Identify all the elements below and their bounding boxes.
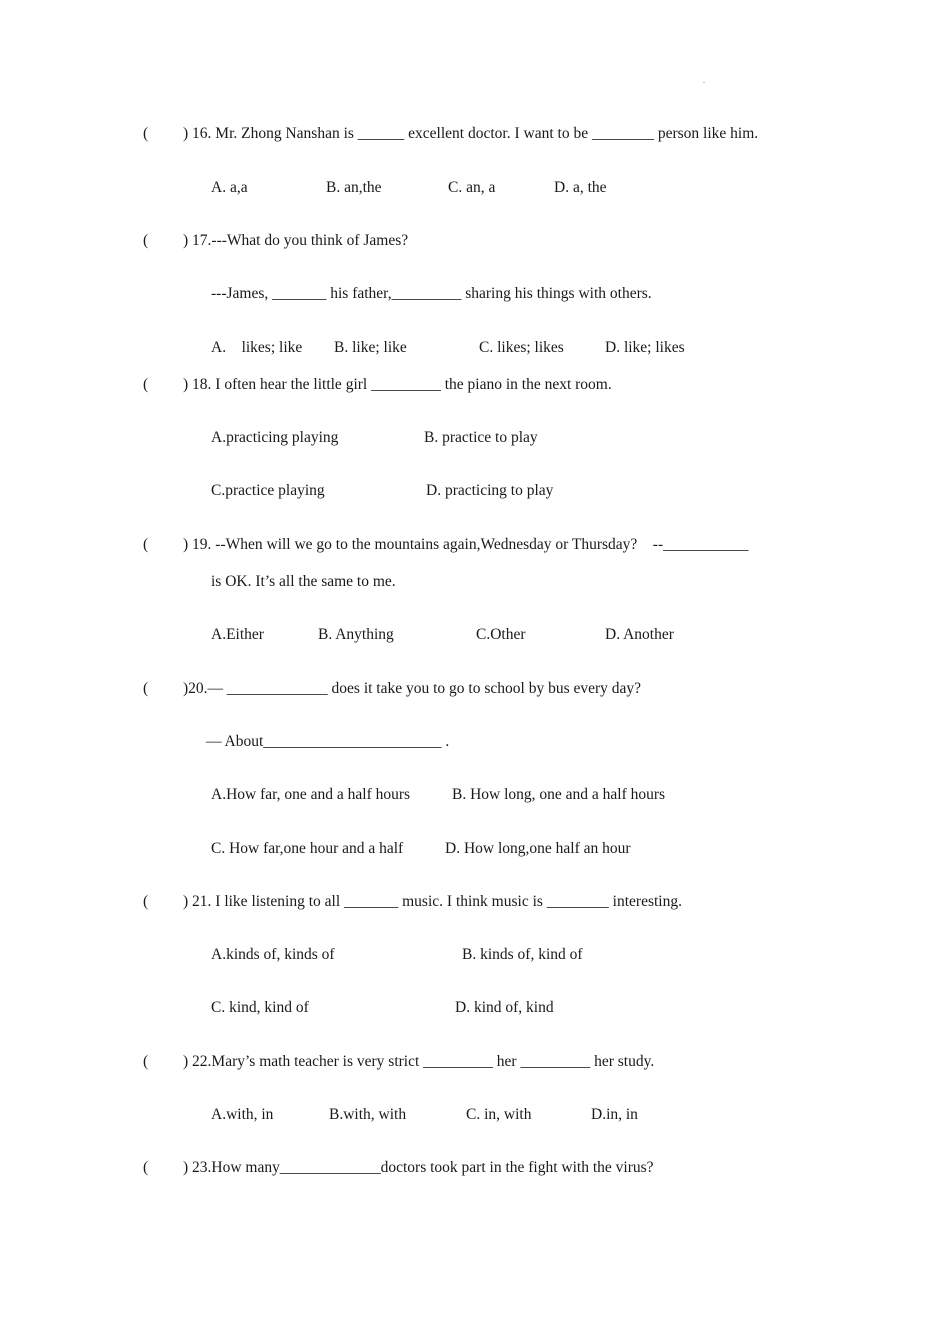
option-c: C. an, a	[448, 179, 496, 196]
option-b: B. like; like	[334, 339, 407, 356]
question-stem: ) 19. --When will we go to the mountains again,Wednesday or Thursday? --___________	[183, 536, 749, 553]
option-a: A.with, in	[211, 1106, 274, 1123]
option-d: D. Another	[605, 626, 674, 643]
question-continuation: — About_______________________ .	[206, 733, 450, 750]
answer-paren: (	[143, 376, 149, 393]
answer-paren: (	[143, 536, 149, 553]
option-c: C. likes; likes	[479, 339, 564, 356]
option-b: B. Anything	[318, 626, 394, 643]
option-b: B.with, with	[329, 1106, 407, 1123]
option-d: D. a, the	[554, 179, 607, 196]
option-d: D. practicing to play	[426, 482, 554, 499]
answer-paren: (	[143, 125, 149, 142]
option-a: A.kinds of, kinds of	[211, 946, 335, 963]
option-c: C. How far,one hour and a half	[211, 840, 404, 857]
option-a: A. likes; like	[211, 339, 303, 356]
question-stem: ) 18. I often hear the little girl _________ the piano in the next room.	[183, 376, 612, 393]
answer-paren: (	[143, 680, 149, 697]
option-d: D. like; likes	[605, 339, 685, 356]
option-b: B. practice to play	[424, 429, 538, 446]
option-b: B. an,the	[326, 179, 382, 196]
option-b: B. kinds of, kind of	[462, 946, 583, 963]
question-stem: ) 21. I like listening to all _______ music. I think music is ________ interesting.	[183, 893, 682, 910]
answer-paren: (	[143, 893, 149, 910]
option-d: D. kind of, kind	[455, 999, 554, 1016]
question-continuation: is OK. It’s all the same to me.	[211, 573, 396, 590]
answer-paren: (	[143, 1053, 149, 1070]
question-stem: ) 22.Mary’s math teacher is very strict _________ her _________ her study.	[183, 1053, 655, 1070]
option-d: D.in, in	[591, 1106, 638, 1123]
option-c: C. in, with	[466, 1106, 532, 1123]
question-stem: ) 17.---What do you think of James?	[183, 232, 409, 249]
option-a: A. a,a	[211, 179, 248, 196]
question-stem: ) 23.How many_____________doctors took part in the fight with the virus?	[183, 1159, 654, 1176]
option-c: C.practice playing	[211, 482, 325, 499]
answer-paren: (	[143, 232, 149, 249]
option-c: C.Other	[476, 626, 526, 643]
answer-paren: (	[143, 1159, 149, 1176]
question-stem: ) 16. Mr. Zhong Nanshan is ______ excellent doctor. I want to be ________ person like him.	[183, 125, 759, 142]
question-continuation: ---James, _______ his father,_________ sharing his things with others.	[211, 285, 652, 302]
option-c: C. kind, kind of	[211, 999, 309, 1016]
option-b: B. How long, one and a half hours	[452, 786, 666, 803]
option-d: D. How long,one half an hour	[445, 840, 631, 857]
option-a: A.practicing playing	[211, 429, 339, 446]
option-a: A.How far, one and a half hours	[211, 786, 411, 803]
question-stem: )20.— _____________ does it take you to go to school by bus every day?	[183, 680, 642, 697]
header-mark: .	[703, 76, 705, 85]
option-a: A.Either	[211, 626, 264, 643]
